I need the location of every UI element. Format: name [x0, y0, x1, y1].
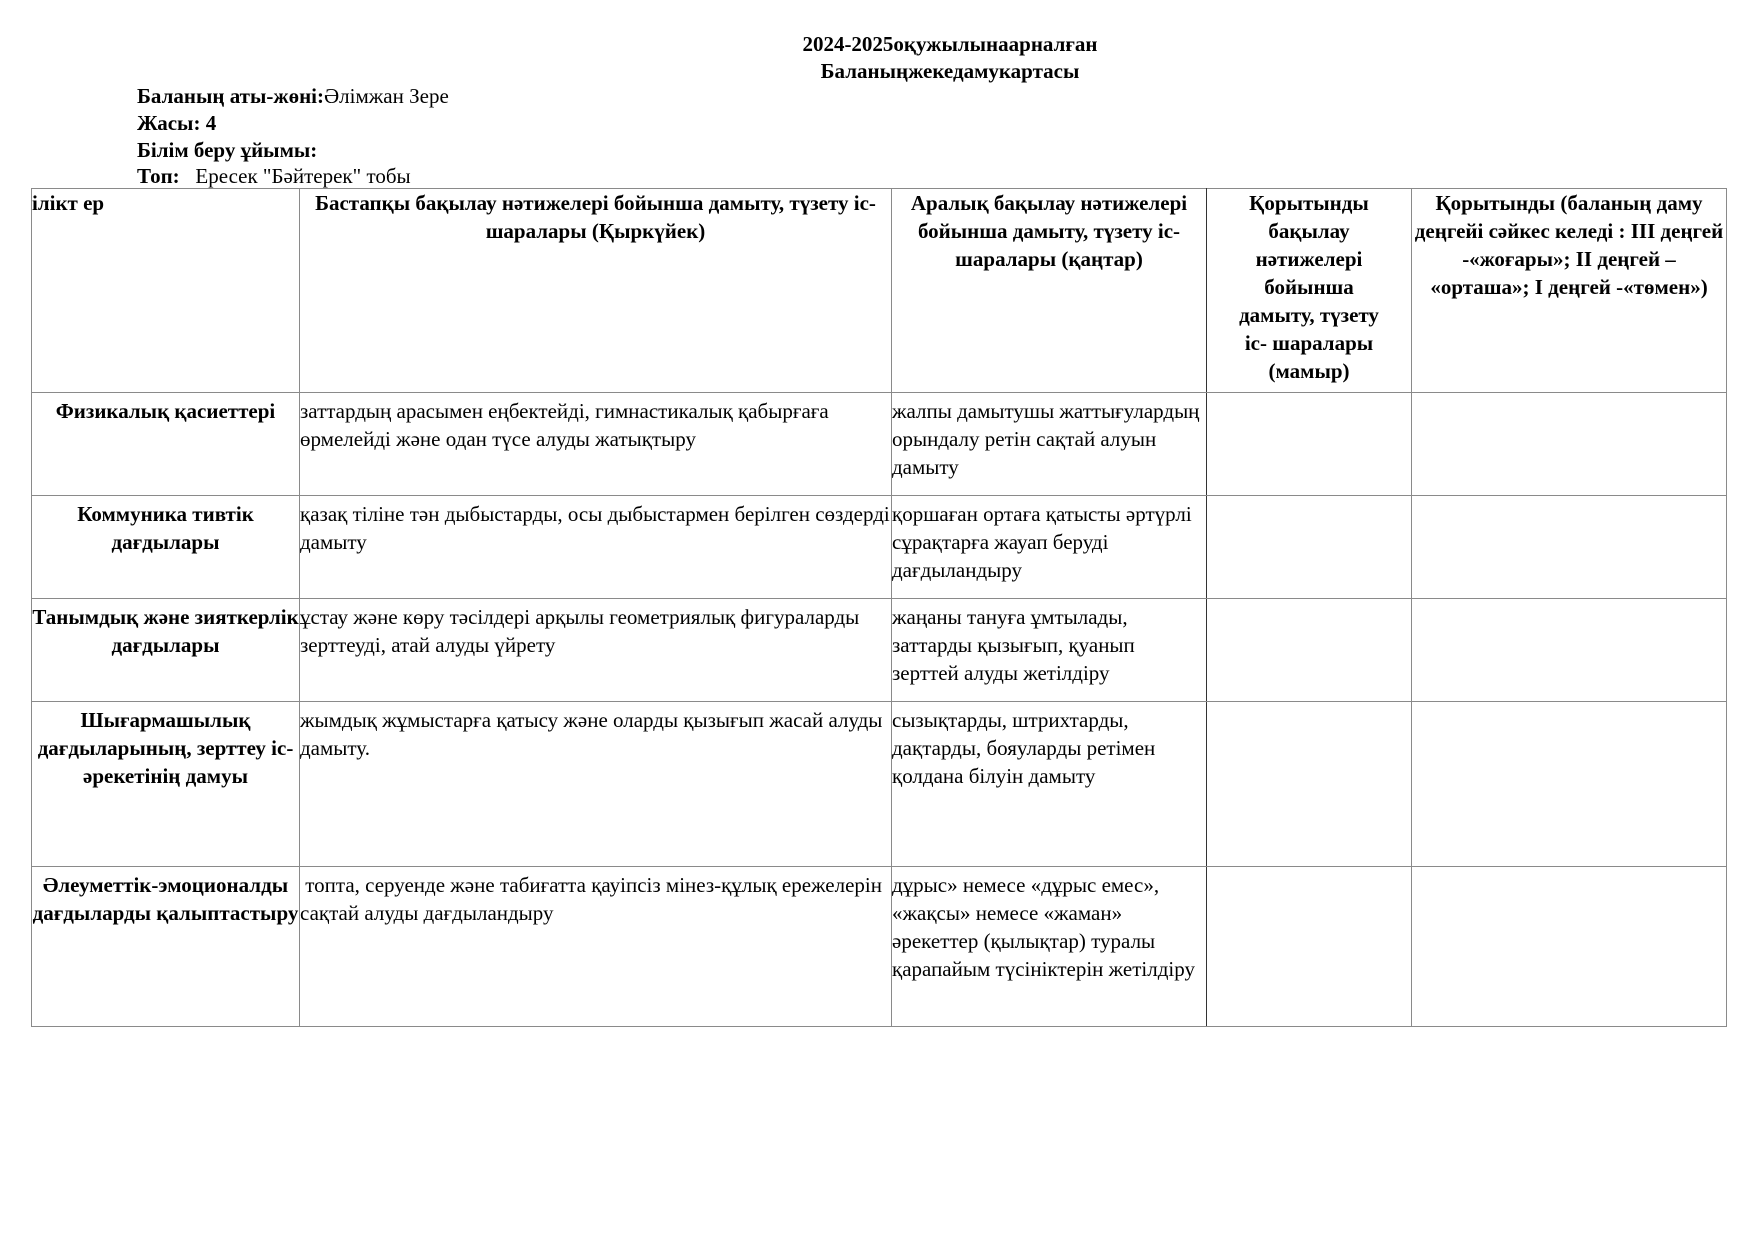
row-level — [1412, 393, 1727, 496]
row-intermediate: жалпы дамытушы жаттығулардың орындалу ретін сақтай алуын дамыту — [892, 393, 1207, 496]
row-final — [1207, 599, 1412, 702]
row-intermediate: қоршаған ортаға қатысты әртүрлі сұрақтарға жауап беруді дағдыландыру — [892, 496, 1207, 599]
row-area: Физикалық қасиеттері — [32, 393, 300, 496]
age-value: 4 — [205, 111, 217, 135]
row-level — [1412, 702, 1727, 867]
organization-label: Білім беру ұйымы: — [137, 138, 318, 162]
header-intermediate-observation: Аралық бақылау нәтижелері бойынша дамыту, түзету іс-шаралары (қаңтар) — [892, 189, 1207, 393]
table-row — [32, 496, 1727, 599]
row-final — [1207, 393, 1412, 496]
row-level — [1412, 599, 1727, 702]
row-initial: қазақ тіліне тән дыбыстарды, осы дыбыстармен берілген сөздерді дамыту — [300, 496, 892, 599]
row-area: Әлеуметтік-эмоционалды дағдыларды қалыптастыру — [32, 867, 300, 1027]
document-title-line2: Баланыңжекедамукартасы — [820, 59, 1080, 83]
header-initial-observation: Бастапқы бақылау нәтижелері бойынша дамыту, түзету іс- шаралары (Қыркүйек) — [300, 189, 892, 393]
row-final — [1207, 702, 1412, 867]
row-final — [1207, 867, 1412, 1027]
group-value: Ересек "Бәйтерек" тобы — [195, 164, 411, 188]
group-line — [137, 163, 411, 189]
row-initial: жымдық жұмыстарға қатысу және оларды қызығып жасай алуды дамыту. — [300, 702, 892, 867]
child-name-line — [137, 83, 449, 109]
header-final-observation: Қорытынды бақылау нәтижелері бойынша дамыту, түзету іс- шаралары (мамыр) — [1207, 189, 1412, 393]
row-area: Шығармашылық дағдыларының, зерттеу іс- әрекетінің дамуы — [32, 702, 300, 867]
child-name-label: Баланың аты-жөні: — [137, 84, 325, 108]
document-title-line1: 2024-2025оқужылынаарналған — [802, 32, 1098, 56]
group-label: Топ: — [137, 164, 180, 188]
header-skills: ілікт ер — [32, 189, 300, 393]
row-final — [1207, 496, 1412, 599]
organization-line — [137, 137, 317, 163]
row-intermediate: сызықтарды, штрихтарды, дақтарды, бояуларды ретімен қолдана білуін дамыту — [892, 702, 1207, 867]
development-card-table — [31, 188, 1727, 1027]
age-line — [137, 110, 216, 136]
row-initial: заттардың арасымен еңбектейді, гимнастикалық қабырғаға өрмелейді және одан түсе алуды жатықтыру — [300, 393, 892, 496]
table-row — [32, 599, 1727, 702]
table-row — [32, 867, 1727, 1027]
row-initial: топта, серуенде және табиғатта қауіпсіз мінез-құлық ережелерін сақтай алуды дағдыландыру — [300, 867, 892, 1027]
row-area: Танымдық және зияткерлік дағдылары — [32, 599, 300, 702]
row-level — [1412, 867, 1727, 1027]
row-intermediate: дұрыс» немесе «дұрыс емес», «жақсы» немесе «жаман» әрекеттер (қылықтар) туралы қарапайым түсініктерін жетілдіру — [892, 867, 1207, 1027]
table-row — [32, 702, 1727, 867]
age-label: Жасы: — [137, 111, 201, 135]
row-initial: ұстау және көру тәсілдері арқылы геометриялық фигураларды зерттеуді, атай алуды үйрету — [300, 599, 892, 702]
row-intermediate: жаңаны тануға ұмтылады, заттарды қызығып, қуанып зерттей алуды жетілдіру — [892, 599, 1207, 702]
row-area: Коммуника тивтік дағдылары — [32, 496, 300, 599]
row-level — [1412, 496, 1727, 599]
header-development-level: Қорытынды (баланың даму деңгейі сәйкес келеді : III деңгей -«жоғары»; II деңгей – «орташа»; I деңгей -«төмен») — [1412, 189, 1727, 393]
table-header-row — [32, 189, 1727, 393]
child-name-value: Әлімжан Зере — [324, 84, 449, 108]
table-row — [32, 393, 1727, 496]
